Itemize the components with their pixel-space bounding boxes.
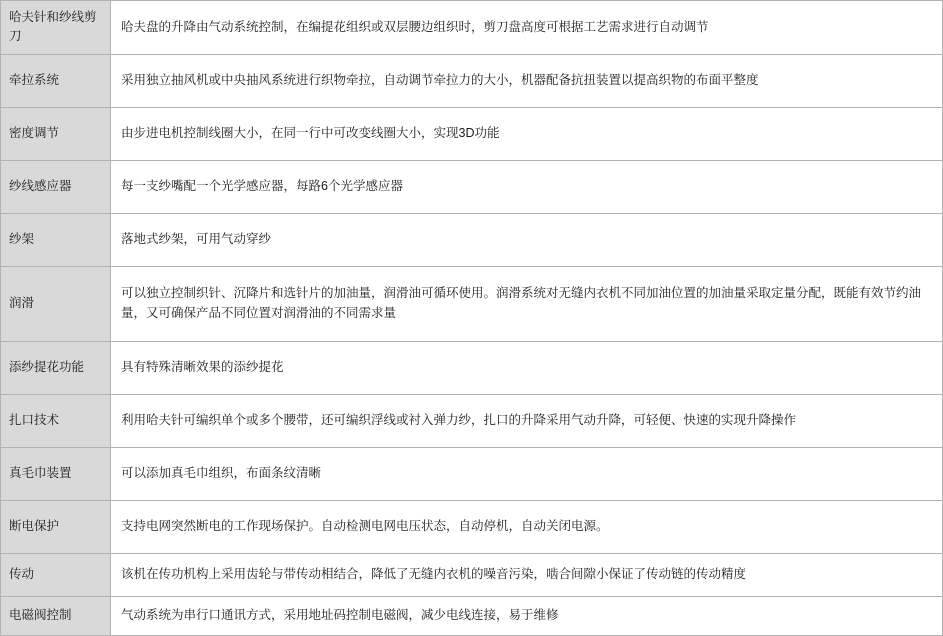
table-row bbox=[1, 107, 943, 160]
row-value: 每一支纱嘴配一个光学感应器，每路6个光学感应器 bbox=[111, 160, 943, 213]
table-row bbox=[1, 54, 943, 107]
table-row bbox=[1, 266, 943, 341]
row-label: 断电保护 bbox=[1, 500, 111, 553]
table-row bbox=[1, 447, 943, 500]
table-row bbox=[1, 596, 943, 635]
table-row bbox=[1, 341, 943, 394]
row-label: 牵拉系统 bbox=[1, 54, 111, 107]
row-value: 可以独立控制织针、沉降片和选针片的加油量，润滑油可循环使用。润滑系统对无缝内衣机不同加油位置的加油量采取定量分配，既能有效节约油量，又可确保产品不同位置对润滑油的不同需求量 bbox=[111, 266, 943, 341]
row-label: 纱架 bbox=[1, 213, 111, 266]
row-value: 落地式纱架，可用气动穿纱 bbox=[111, 213, 943, 266]
row-value: 由步进电机控制线圈大小，在同一行中可改变线圈大小，实现3D功能 bbox=[111, 107, 943, 160]
row-value: 气动系统为串行口通讯方式，采用地址码控制电磁阀，减少电线连接，易于维修 bbox=[111, 596, 943, 635]
table-row bbox=[1, 213, 943, 266]
row-label: 电磁阀控制 bbox=[1, 596, 111, 635]
row-value: 可以添加真毛巾组织，布面条纹清晰 bbox=[111, 447, 943, 500]
table-row bbox=[1, 160, 943, 213]
row-value: 支持电网突然断电的工作现场保护。自动检测电网电压状态，自动停机，自动关闭电源。 bbox=[111, 500, 943, 553]
table-row bbox=[1, 500, 943, 553]
row-label: 添纱提花功能 bbox=[1, 341, 111, 394]
row-label: 纱线感应器 bbox=[1, 160, 111, 213]
table-body bbox=[1, 1, 943, 636]
row-label: 扎口技术 bbox=[1, 394, 111, 447]
row-value: 具有特殊清晰效果的添纱提花 bbox=[111, 341, 943, 394]
row-label: 传动 bbox=[1, 553, 111, 596]
row-value: 利用哈夫针可编织单个或多个腰带，还可编织浮线或衬入弹力纱，扎口的升降采用气动升降，可轻便、快速的实现升降操作 bbox=[111, 394, 943, 447]
row-value: 哈夫盘的升降由气动系统控制，在编提花组织或双层腰边组织时，剪刀盘高度可根据工艺需求进行自动调节 bbox=[111, 1, 943, 55]
row-label: 润滑 bbox=[1, 266, 111, 341]
table-row bbox=[1, 553, 943, 596]
row-label: 真毛巾装置 bbox=[1, 447, 111, 500]
row-value: 该机在传功机构上采用齿轮与带传动相结合，降低了无缝内衣机的噪音污染，啮合间隙小保证了传动链的传动精度 bbox=[111, 553, 943, 596]
table-row bbox=[1, 394, 943, 447]
row-label: 密度调节 bbox=[1, 107, 111, 160]
table-row bbox=[1, 1, 943, 55]
row-value: 采用独立抽风机或中央抽风系统进行织物牵拉，自动调节牵拉力的大小，机器配备抗扭装置以提高织物的布面平整度 bbox=[111, 54, 943, 107]
row-label: 哈夫针和纱线剪刀 bbox=[1, 1, 111, 55]
